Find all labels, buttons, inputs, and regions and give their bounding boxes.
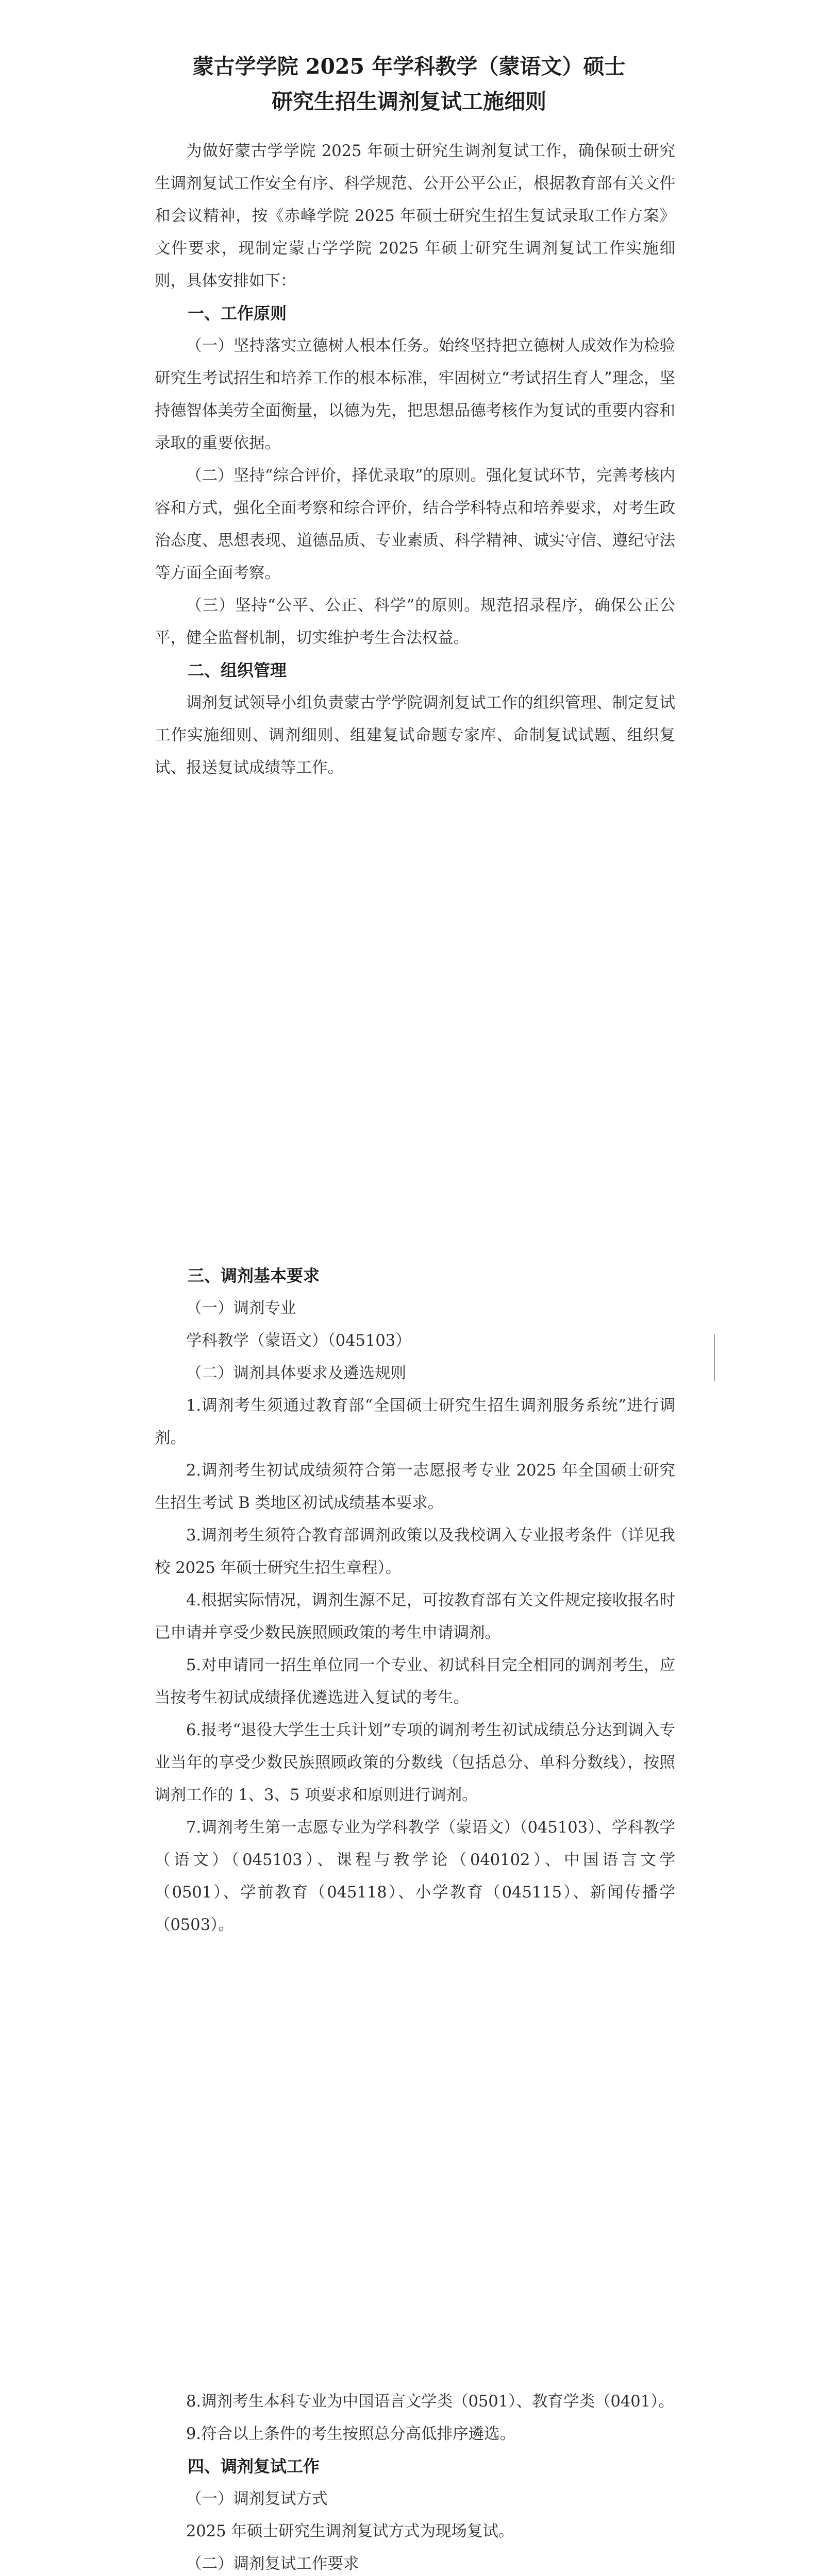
rule-item-4: 4.根据实际情况，调剂生源不足，可按教育部有关文件规定接收报名时已申请并享受少数民族照顾政策的考生申请调剂。 xyxy=(155,1591,675,1642)
section-2-heading: 二、组织管理 xyxy=(188,660,287,680)
section-1-heading: 一、工作原则 xyxy=(188,303,287,323)
section-1-paragraph-1: （一）坚持落实立德树人根本任务。始终坚持把立德树人成效作为检验研究生考试招生和培养工作的根本标准，牢固树立“考试招生育人”理念，坚持德智体美劳全面衡量，以德为先，把思想品德考核作为复试的重要内容和录取的重要依据。 xyxy=(155,337,675,452)
rule-item-1: 1.调剂考生须通过教育部“全国硕士研究生招生调剂服务系统”进行调剂。 xyxy=(155,1397,675,1447)
rule-item-5: 5.对申请同一招生单位同一个专业、初试科目完全相同的调剂考生，应当按考生初试成绩择优遴选进入复试的考生。 xyxy=(155,1656,675,1707)
rule-item-2: 2.调剂考生初试成绩须符合第一志愿报考专业 2025 年全国硕士研究生招生考试 B 类地区初试成绩基本要求。 xyxy=(155,1462,675,1512)
document-title xyxy=(134,49,684,119)
section-3-heading: 三、调剂基本要求 xyxy=(188,1266,320,1285)
section-1-paragraph-2: （二）坚持“综合评价，择优录取”的原则。强化复试环节，完善考核内容和方式，强化全面考察和综合评价，结合学科特点和培养要求，对考生政治态度、思想表现、道德品质、专业素质、科学精神、诚实守信、遵纪守法等方面全面考察。 xyxy=(155,467,675,582)
section-4-heading: 四、调剂复试工作 xyxy=(188,2456,320,2476)
rule-item-8: 8.调剂考生本科专业为中国语言文学类（0501）、教育学类（0401）。 xyxy=(186,2393,674,2411)
section-4-sub-1: （一）调剂复试方式 xyxy=(186,2490,328,2508)
section-3-sub-2: （二）调剂具体要求及遴选规则 xyxy=(186,1364,406,1382)
rule-item-6: 6.报考“退役大学生士兵计划”专项的调剂考生初试成绩总分达到调入专业当年的享受少数民族照顾政策的分数线（包括总分、单科分数线），按照调剂工作的 1、3、5 项要求和原则进行调剂。 xyxy=(155,1721,675,1804)
content-block-1 xyxy=(155,135,675,784)
content-block-2 xyxy=(155,1260,675,1941)
section-4-paragraph-1: 2025 年硕士研究生调剂复试方式为现场复试。 xyxy=(186,2522,514,2540)
title-line-1: 蒙古学学院 2025 年学科教学（蒙语文）硕士 xyxy=(192,54,626,79)
rule-item-9: 9.符合以上条件的考生按照总分高低排序遴选。 xyxy=(186,2425,516,2443)
text-cursor xyxy=(714,1334,715,1381)
section-3-sub-1: （一）调剂专业 xyxy=(186,1299,296,1317)
section-2-paragraph-1: 调剂复试领导小组负责蒙古学学院调剂复试工作的组织管理、制定复试工作实施细则、调剂细则、组建复试命题专家库、命制复试试题、组织复试、报送复试成绩等工作。 xyxy=(155,694,675,777)
rule-item-7: 7.调剂考生第一志愿专业为学科教学（蒙语文）（045103）、学科教学（语文）（045103）、课程与教学论（040102）、中国语言文学（0501）、学前教育（045118）、小学教育（045115）、新闻传播学（0503）。 xyxy=(155,1819,675,1934)
section-1-paragraph-3: （三）坚持“公平、公正、科学”的原则。规范招录程序，确保公正公平，健全监督机制，切实维护考生合法权益。 xyxy=(155,597,675,647)
intro-paragraph: 为做好蒙古学学院 2025 年硕士研究生调剂复试工作，确保硕士研究生调剂复试工作安全有序、科学规范、公开公平公正，根据教育部有关文件和会议精神，按《赤峰学院 2025 年硕士研究生招生复试录取工作方案》文件要求，现制定蒙古学学院 2025 年硕士研究生调剂复试工作实施细则，具体安排如下： xyxy=(155,142,675,290)
rule-item-3: 3.调剂考生须符合教育部调剂政策以及我校调入专业报考条件（详见我校 2025 年硕士研究生招生章程）。 xyxy=(155,1527,675,1577)
title-line-2: 研究生招生调剂复试工施细则 xyxy=(272,89,546,114)
section-3-major: 学科教学（蒙语文）（045103） xyxy=(186,1332,411,1350)
section-4-sub-2: （二）调剂复试工作要求 xyxy=(186,2555,359,2573)
content-block-3 xyxy=(155,2385,675,2576)
